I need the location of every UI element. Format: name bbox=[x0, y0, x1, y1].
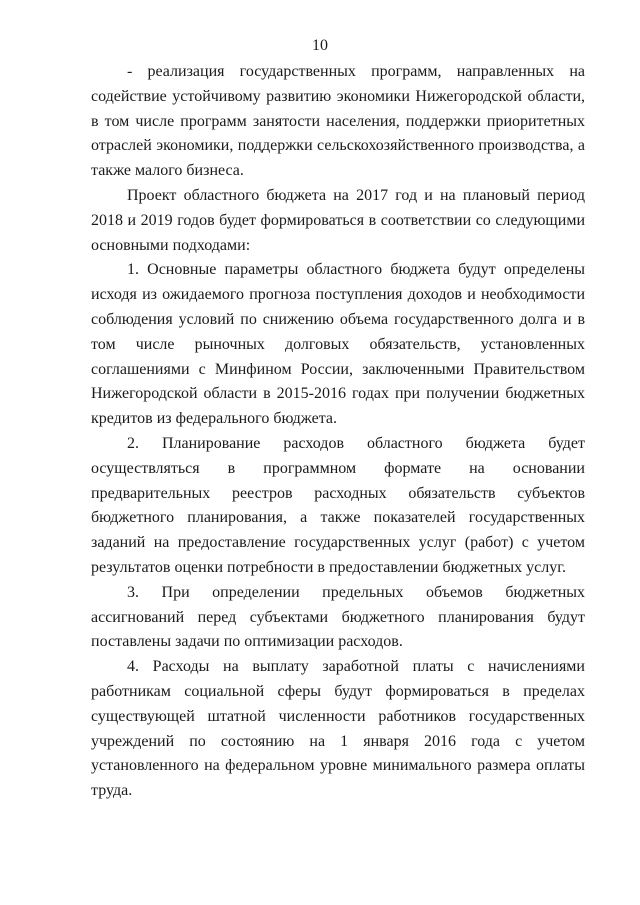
paragraph-item-2: 2. Планирование расходов областного бюджета будет осуществляться в программном формате на основании предварительных реестров расходных обязательств субъектов бюджетного планирования, а также показателей государственных заданий на предоставление государственных услуг (работ) с учетом результатов оценки потребности в предоставлении бюджетных услуг. bbox=[91, 434, 585, 576]
page-number: 10 bbox=[312, 37, 328, 54]
paragraph-item-3: 3. При определении предельных объемов бюджетных ассигнований перед субъектами бюджетного планирования будут поставлены задачи по оптимизации расходов. bbox=[91, 583, 585, 651]
document-body bbox=[91, 60, 585, 804]
paragraph-item-1: 1. Основные параметры областного бюджета будут определены исходя из ожидаемого прогноза поступления доходов и необходимости соблюдения условий по снижению объема государственного долга и в том числе рыночных долговых обязательств, установленных соглашениями с Минфином России, заключенными Правительством Нижегородской области в 2015-2016 годах при получении бюджетных кредитов из федерального бюджета. bbox=[91, 261, 585, 428]
paragraph-budget-intro: Проект областного бюджета на 2017 год и на плановый период 2018 и 2019 годов будет формироваться в соответствии со следующими основными подходами: bbox=[91, 186, 585, 254]
paragraph-programs: - реализация государственных программ, направленных на содействие устойчивому развитию экономики Нижегородской области, в том числе программ занятости населения, поддержки приоритетных отраслей экономики, поддержки сельскохозяйственного производства, а также малого бизнеса. bbox=[91, 63, 585, 180]
paragraph-item-4: 4. Расходы на выплату заработной платы с начислениями работникам социальной сферы будут формироваться в пределах существующей штатной численности работников государственных учреждений по состоянию на 1 января 2016 года с учетом установленного на федеральном уровне минимального размера оплаты труда. bbox=[91, 658, 585, 800]
